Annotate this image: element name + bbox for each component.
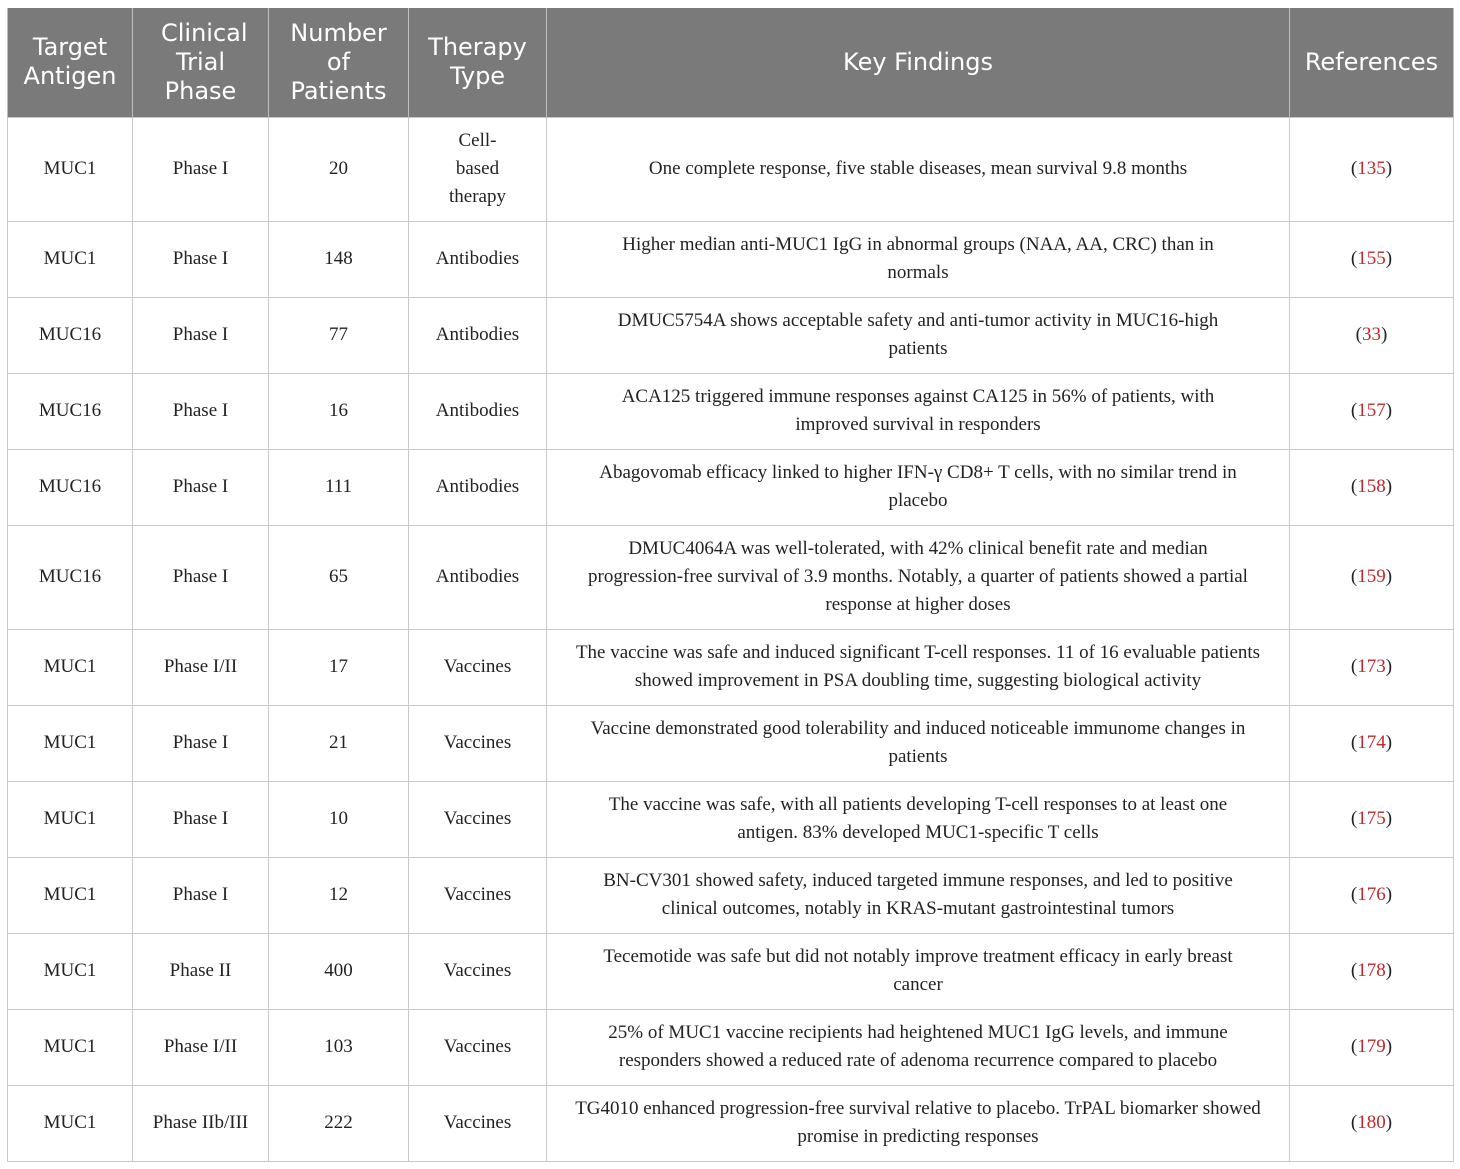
cell-reference: (173)	[1290, 629, 1454, 705]
cell-reference: (176)	[1290, 857, 1454, 933]
cell-patients: 103	[269, 1009, 409, 1085]
cell-patients: 65	[269, 525, 409, 629]
cell-antigen: MUC1	[8, 1009, 133, 1085]
clinical-trials-table	[7, 8, 1454, 1162]
cell-therapy: Antibodies	[409, 297, 547, 373]
cell-therapy: Cell-based therapy	[409, 117, 547, 221]
cell-patients: 16	[269, 373, 409, 449]
cell-patients: 10	[269, 781, 409, 857]
reference-link[interactable]: 155	[1357, 248, 1386, 269]
cell-findings: TG4010 enhanced progression-free survival relative to placebo. TrPAL biomarker showed promise in predicting responses	[547, 1085, 1290, 1161]
cell-reference: (178)	[1290, 933, 1454, 1009]
cell-antigen: MUC1	[8, 781, 133, 857]
table-row	[8, 857, 1454, 933]
table-row	[8, 781, 1454, 857]
cell-reference: (174)	[1290, 705, 1454, 781]
cell-therapy: Vaccines	[409, 857, 547, 933]
reference-link[interactable]: 33	[1362, 324, 1381, 345]
cell-reference: (180)	[1290, 1085, 1454, 1161]
cell-findings: The vaccine was safe, with all patients developing T-cell responses to at least one antigen. 83% developed MUC1-specific T cells	[547, 781, 1290, 857]
cell-phase: Phase I	[133, 781, 269, 857]
cell-phase: Phase I	[133, 857, 269, 933]
cell-therapy: Antibodies	[409, 373, 547, 449]
table-row	[8, 449, 1454, 525]
cell-findings: BN-CV301 showed safety, induced targeted immune responses, and led to positive clinical outcomes, notably in KRAS-mutant gastrointestinal tumors	[547, 857, 1290, 933]
cell-phase: Phase I	[133, 525, 269, 629]
reference-link[interactable]: 179	[1357, 1036, 1386, 1057]
table-row	[8, 1009, 1454, 1085]
table-row	[8, 1085, 1454, 1161]
cell-reference: (159)	[1290, 525, 1454, 629]
cell-phase: Phase I	[133, 297, 269, 373]
cell-therapy: Vaccines	[409, 781, 547, 857]
table-row	[8, 117, 1454, 221]
table-row	[8, 297, 1454, 373]
cell-therapy: Vaccines	[409, 629, 547, 705]
header-key-findings: Key Findings	[547, 8, 1290, 117]
cell-phase: Phase II	[133, 933, 269, 1009]
cell-phase: Phase I/II	[133, 629, 269, 705]
cell-antigen: MUC1	[8, 1085, 133, 1161]
reference-link[interactable]: 178	[1357, 960, 1386, 981]
cell-phase: Phase I	[133, 221, 269, 297]
cell-findings: ACA125 triggered immune responses against CA125 in 56% of patients, with improved survival in responders	[547, 373, 1290, 449]
cell-findings: DMUC5754A shows acceptable safety and anti-tumor activity in MUC16-high patients	[547, 297, 1290, 373]
cell-antigen: MUC16	[8, 373, 133, 449]
cell-findings: Higher median anti-MUC1 IgG in abnormal groups (NAA, AA, CRC) than in normals	[547, 221, 1290, 297]
cell-therapy: Vaccines	[409, 1085, 547, 1161]
table-header	[8, 8, 1454, 117]
header-number-of-patients: Number of Patients	[269, 8, 409, 117]
cell-therapy: Antibodies	[409, 449, 547, 525]
header-row	[8, 8, 1454, 117]
cell-findings: One complete response, five stable diseases, mean survival 9.8 months	[547, 117, 1290, 221]
cell-patients: 21	[269, 705, 409, 781]
cell-patients: 148	[269, 221, 409, 297]
cell-antigen: MUC16	[8, 449, 133, 525]
table-row	[8, 705, 1454, 781]
header-target-antigen: Target Antigen	[8, 8, 133, 117]
reference-link[interactable]: 180	[1357, 1112, 1386, 1133]
cell-phase: Phase I	[133, 449, 269, 525]
table-row	[8, 525, 1454, 629]
table-row	[8, 933, 1454, 1009]
cell-patients: 111	[269, 449, 409, 525]
table-row	[8, 373, 1454, 449]
cell-antigen: MUC1	[8, 857, 133, 933]
cell-therapy: Antibodies	[409, 221, 547, 297]
cell-reference: (175)	[1290, 781, 1454, 857]
cell-findings: Vaccine demonstrated good tolerability and induced noticeable immunome changes in patients	[547, 705, 1290, 781]
reference-link[interactable]: 158	[1357, 476, 1386, 497]
cell-antigen: MUC16	[8, 297, 133, 373]
cell-reference: (135)	[1290, 117, 1454, 221]
reference-link[interactable]: 135	[1357, 158, 1386, 179]
cell-reference: (155)	[1290, 221, 1454, 297]
cell-patients: 17	[269, 629, 409, 705]
header-references: References	[1290, 8, 1454, 117]
cell-phase: Phase I	[133, 373, 269, 449]
reference-link[interactable]: 174	[1357, 732, 1386, 753]
cell-antigen: MUC1	[8, 629, 133, 705]
cell-findings: Tecemotide was safe but did not notably improve treatment efficacy in early breast cancer	[547, 933, 1290, 1009]
cell-therapy: Vaccines	[409, 933, 547, 1009]
cell-reference: (158)	[1290, 449, 1454, 525]
cell-antigen: MUC1	[8, 933, 133, 1009]
cell-findings: DMUC4064A was well-tolerated, with 42% clinical benefit rate and median progression-free survival of 3.9 months. Notably, a quarter of patients showed a partial response at higher doses	[547, 525, 1290, 629]
cell-therapy: Vaccines	[409, 1009, 547, 1085]
cell-patients: 77	[269, 297, 409, 373]
cell-phase: Phase I	[133, 705, 269, 781]
cell-phase: Phase I	[133, 117, 269, 221]
cell-patients: 400	[269, 933, 409, 1009]
reference-link[interactable]: 159	[1357, 566, 1386, 587]
reference-link[interactable]: 173	[1357, 656, 1386, 677]
cell-antigen: MUC1	[8, 117, 133, 221]
cell-patients: 222	[269, 1085, 409, 1161]
header-therapy-type: Therapy Type	[409, 8, 547, 117]
cell-findings: 25% of MUC1 vaccine recipients had heightened MUC1 IgG levels, and immune responders showed a reduced rate of adenoma recurrence compared to placebo	[547, 1009, 1290, 1085]
cell-phase: Phase I/II	[133, 1009, 269, 1085]
reference-link[interactable]: 175	[1357, 808, 1386, 829]
cell-reference: (179)	[1290, 1009, 1454, 1085]
cell-phase: Phase IIb/III	[133, 1085, 269, 1161]
cell-reference: (157)	[1290, 373, 1454, 449]
cell-patients: 20	[269, 117, 409, 221]
table-row	[8, 221, 1454, 297]
table-body	[8, 117, 1454, 1161]
cell-patients: 12	[269, 857, 409, 933]
header-clinical-trial-phase: Clinical Trial Phase	[133, 8, 269, 117]
cell-therapy: Vaccines	[409, 705, 547, 781]
cell-therapy: Antibodies	[409, 525, 547, 629]
cell-findings: Abagovomab efficacy linked to higher IFN-γ CD8+ T cells, with no similar trend in placebo	[547, 449, 1290, 525]
cell-antigen: MUC1	[8, 705, 133, 781]
cell-findings: The vaccine was safe and induced significant T-cell responses. 11 of 16 evaluable patients showed improvement in PSA doubling time, suggesting biological activity	[547, 629, 1290, 705]
cell-antigen: MUC16	[8, 525, 133, 629]
table-row	[8, 629, 1454, 705]
reference-link[interactable]: 176	[1357, 884, 1386, 905]
cell-reference: (33)	[1290, 297, 1454, 373]
reference-link[interactable]: 157	[1357, 400, 1386, 421]
cell-antigen: MUC1	[8, 221, 133, 297]
